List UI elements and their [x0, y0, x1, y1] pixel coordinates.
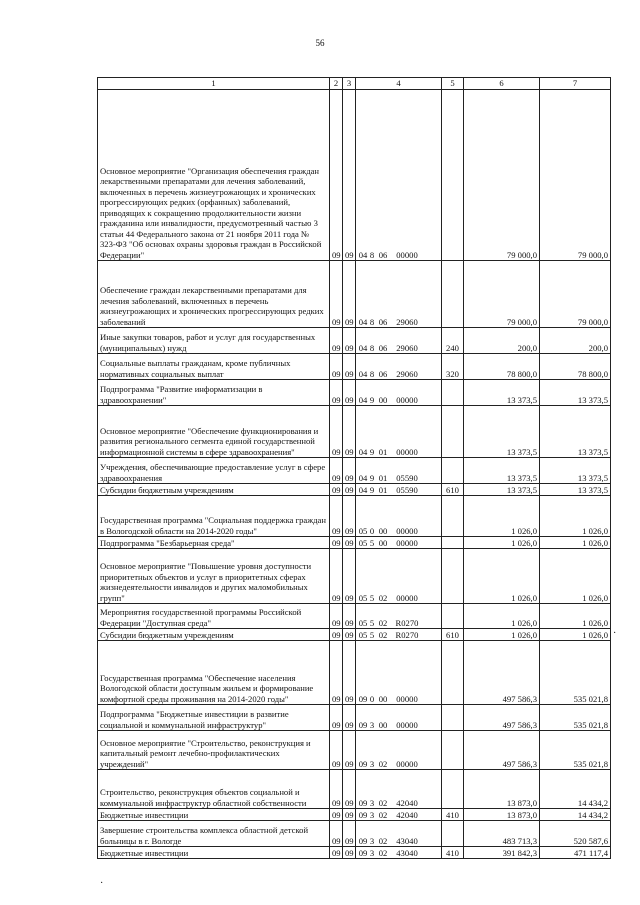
- target-code: [356, 458, 442, 484]
- amount-col6: 13 373,5: [464, 484, 540, 496]
- row-name: Завершение строительства комплекса областной детской больницы в г. Вологде: [98, 821, 330, 847]
- code-col2: 09: [330, 549, 343, 604]
- table-row: [98, 731, 611, 770]
- code-col2: 09: [330, 809, 343, 821]
- code-col3: 09: [343, 458, 356, 484]
- code-part: 02: [378, 629, 388, 640]
- code-part: 5: [369, 592, 375, 603]
- code-col2: 09: [330, 261, 343, 328]
- amount-col7: 535 021,8: [540, 705, 611, 731]
- amount-col6: 13 373,5: [464, 458, 540, 484]
- code-part: 9: [369, 484, 375, 495]
- table-row: [98, 770, 611, 809]
- code-part: 00000: [396, 446, 418, 457]
- code-part: 02: [378, 617, 388, 628]
- amount-col7: 14 434,2: [540, 770, 611, 809]
- code-part: 05: [358, 592, 368, 603]
- code-part: 02: [378, 758, 388, 769]
- code-part: 42040: [396, 797, 418, 808]
- code-part: 04: [358, 472, 368, 483]
- table-row: [98, 549, 611, 604]
- amount-col7: 1 026,0: [540, 629, 611, 641]
- code-part: 00000: [396, 249, 418, 260]
- target-code: [356, 90, 442, 261]
- code-part: 00000: [396, 719, 418, 730]
- code-col3: 09: [343, 537, 356, 549]
- row-name: Субсидии бюджетным учреждениям: [98, 484, 330, 496]
- code-part: 04: [358, 316, 368, 327]
- code-part: 04: [358, 368, 368, 379]
- code-part: 06: [378, 316, 388, 327]
- code-part: 09: [358, 847, 368, 858]
- code-part: 04: [358, 249, 368, 260]
- code-part: 00000: [396, 525, 418, 536]
- row-name: Субсидии бюджетным учреждениям: [98, 629, 330, 641]
- code-col2: 09: [330, 604, 343, 629]
- code-part: 29060: [396, 342, 418, 353]
- code-col3: 09: [343, 705, 356, 731]
- code-part: 29060: [396, 368, 418, 379]
- budget-table: [97, 77, 611, 859]
- code-col2: 09: [330, 641, 343, 705]
- expense-type: [442, 261, 464, 328]
- code-part: 9: [369, 446, 375, 457]
- code-part: 09: [358, 693, 368, 704]
- code-part: 00: [378, 719, 388, 730]
- code-part: 43040: [396, 835, 418, 846]
- row-name: Подпрограмма "Развитие информатизации в здравоохранении": [98, 380, 330, 406]
- amount-col7: 1 026,0: [540, 537, 611, 549]
- code-part: 02: [378, 847, 388, 858]
- code-part: 3: [369, 835, 375, 846]
- code-part: 05: [358, 537, 368, 548]
- code-col2: 09: [330, 537, 343, 549]
- target-code: [356, 604, 442, 629]
- expense-type: [442, 458, 464, 484]
- code-part: 04: [358, 484, 368, 495]
- code-col2: 09: [330, 770, 343, 809]
- amount-col6: 1 026,0: [464, 629, 540, 641]
- amount-col6: 13 873,0: [464, 770, 540, 809]
- amount-col6: 497 586,3: [464, 705, 540, 731]
- code-col3: 09: [343, 731, 356, 770]
- margin-mark: ·: [100, 878, 104, 889]
- code-part: 3: [369, 797, 375, 808]
- amount-col7: 79 000,0: [540, 90, 611, 261]
- amount-col6: 391 842,3: [464, 847, 540, 859]
- code-part: 0: [369, 525, 375, 536]
- code-part: 09: [358, 719, 368, 730]
- amount-col6: 13 373,5: [464, 406, 540, 458]
- code-part: 8: [369, 316, 375, 327]
- table-row: [98, 847, 611, 859]
- table-row: [98, 261, 611, 328]
- code-part: 00000: [396, 758, 418, 769]
- expense-type: 320: [442, 354, 464, 380]
- code-part: 01: [378, 472, 388, 483]
- table-row: [98, 629, 611, 641]
- code-part: 5: [369, 617, 375, 628]
- code-part: 9: [369, 472, 375, 483]
- expense-type: [442, 770, 464, 809]
- row-name: Основное мероприятие "Обеспечение функционирования и развития регионального сегмента единой государственной информационной системы в сфере здравоохранения": [98, 406, 330, 458]
- code-col3: 09: [343, 496, 356, 537]
- code-col3: 09: [343, 261, 356, 328]
- amount-col7: 13 373,5: [540, 458, 611, 484]
- code-part: 02: [378, 592, 388, 603]
- code-part: 01: [378, 446, 388, 457]
- target-code: [356, 641, 442, 705]
- code-col3: 09: [343, 821, 356, 847]
- amount-col7: 13 373,5: [540, 484, 611, 496]
- column-header: 1: [98, 78, 330, 90]
- target-code: [356, 731, 442, 770]
- amount-col6: 1 026,0: [464, 496, 540, 537]
- target-code: [356, 629, 442, 641]
- code-col3: 09: [343, 328, 356, 354]
- target-code: [356, 354, 442, 380]
- table-row: [98, 821, 611, 847]
- code-col2: 09: [330, 380, 343, 406]
- code-part: 00: [378, 537, 388, 548]
- expense-type: [442, 641, 464, 705]
- amount-col7: 1 026,0: [540, 604, 611, 629]
- target-code: [356, 496, 442, 537]
- code-col2: 09: [330, 328, 343, 354]
- code-part: 00000: [396, 537, 418, 548]
- target-code: [356, 380, 442, 406]
- code-col3: 09: [343, 809, 356, 821]
- code-part: 3: [369, 758, 375, 769]
- code-col3: 09: [343, 549, 356, 604]
- code-col2: 09: [330, 406, 343, 458]
- code-part: 0: [369, 693, 375, 704]
- table-row: [98, 537, 611, 549]
- page-number: 56: [315, 38, 325, 48]
- code-part: 05: [358, 617, 368, 628]
- code-col2: 09: [330, 731, 343, 770]
- column-header: 4: [356, 78, 442, 90]
- code-part: 06: [378, 249, 388, 260]
- code-col3: 09: [343, 847, 356, 859]
- expense-type: [442, 537, 464, 549]
- target-code: [356, 328, 442, 354]
- column-header: 2: [330, 78, 343, 90]
- table-row: [98, 354, 611, 380]
- code-col2: 09: [330, 458, 343, 484]
- amount-col7: 13 373,5: [540, 380, 611, 406]
- code-part: 8: [369, 249, 375, 260]
- code-col2: 09: [330, 821, 343, 847]
- code-col2: 09: [330, 90, 343, 261]
- expense-type: [442, 406, 464, 458]
- code-part: 29060: [396, 316, 418, 327]
- code-col3: 09: [343, 90, 356, 261]
- code-col3: 09: [343, 604, 356, 629]
- amount-col7: 535 021,8: [540, 731, 611, 770]
- column-header: 7: [540, 78, 611, 90]
- code-part: 3: [369, 719, 375, 730]
- amount-col6: 13 873,0: [464, 809, 540, 821]
- row-name: Иные закупки товаров, работ и услуг для государственных (муниципальных) нужд: [98, 328, 330, 354]
- code-col3: 09: [343, 380, 356, 406]
- table-row: [98, 380, 611, 406]
- code-part: 43040: [396, 847, 418, 858]
- column-header: 6: [464, 78, 540, 90]
- row-name: Государственная программа "Социальная поддержка граждан в Вологодской области на 2014-2020 годы": [98, 496, 330, 537]
- expense-type: 610: [442, 629, 464, 641]
- amount-col7: 200,0: [540, 328, 611, 354]
- margin-mark: ·: [613, 628, 617, 639]
- code-col2: 09: [330, 629, 343, 641]
- target-code: [356, 549, 442, 604]
- code-col2: 09: [330, 847, 343, 859]
- code-part: 04: [358, 394, 368, 405]
- code-part: 5: [369, 629, 375, 640]
- table-row: [98, 496, 611, 537]
- target-code: [356, 847, 442, 859]
- expense-type: [442, 604, 464, 629]
- target-code: [356, 705, 442, 731]
- table-row: [98, 641, 611, 705]
- amount-col7: 535 021,8: [540, 641, 611, 705]
- table-row: [98, 809, 611, 821]
- code-part: 01: [378, 484, 388, 495]
- table-row: [98, 705, 611, 731]
- code-part: 05590: [396, 472, 418, 483]
- expense-type: 610: [442, 484, 464, 496]
- code-part: 02: [378, 809, 388, 820]
- code-part: 00: [378, 394, 388, 405]
- row-name: Подпрограмма "Бюджетные инвестиции в развитие социальной и коммунальной инфраструктур": [98, 705, 330, 731]
- amount-col7: 14 434,2: [540, 809, 611, 821]
- table-row: [98, 406, 611, 458]
- expense-type: [442, 549, 464, 604]
- amount-col6: 13 373,5: [464, 380, 540, 406]
- code-part: 00000: [396, 592, 418, 603]
- amount-col6: 1 026,0: [464, 549, 540, 604]
- expense-type: [442, 496, 464, 537]
- amount-col6: 200,0: [464, 328, 540, 354]
- amount-col6: 1 026,0: [464, 537, 540, 549]
- code-part: 06: [378, 342, 388, 353]
- code-part: 00: [378, 525, 388, 536]
- expense-type: [442, 731, 464, 770]
- row-name: Подпрограмма "Безбарьерная среда": [98, 537, 330, 549]
- code-col2: 09: [330, 496, 343, 537]
- code-part: 09: [358, 835, 368, 846]
- amount-col7: 1 026,0: [540, 496, 611, 537]
- code-part: 09: [358, 809, 368, 820]
- code-part: R0270: [395, 617, 419, 628]
- table-header-row: [98, 78, 611, 90]
- code-col3: 09: [343, 484, 356, 496]
- code-part: 04: [358, 342, 368, 353]
- amount-col6: 1 026,0: [464, 604, 540, 629]
- code-part: 3: [369, 847, 375, 858]
- code-part: 02: [378, 797, 388, 808]
- code-part: 05590: [396, 484, 418, 495]
- amount-col6: 78 800,0: [464, 354, 540, 380]
- code-part: R0270: [395, 629, 419, 640]
- amount-col7: 520 587,6: [540, 821, 611, 847]
- expense-type: [442, 90, 464, 261]
- expense-type: [442, 705, 464, 731]
- code-col2: 09: [330, 705, 343, 731]
- target-code: [356, 261, 442, 328]
- column-header: 5: [442, 78, 464, 90]
- amount-col6: 497 586,3: [464, 641, 540, 705]
- row-name: Строительство, реконструкция объектов социальной и коммунальной инфраструктур областной собственности: [98, 770, 330, 809]
- amount-col6: 483 713,3: [464, 821, 540, 847]
- amount-col7: 79 000,0: [540, 261, 611, 328]
- code-part: 5: [369, 537, 375, 548]
- column-header: 3: [343, 78, 356, 90]
- code-part: 00000: [396, 693, 418, 704]
- code-part: 09: [358, 758, 368, 769]
- code-part: 09: [358, 797, 368, 808]
- amount-col7: 471 117,4: [540, 847, 611, 859]
- table-row: [98, 328, 611, 354]
- code-col3: 09: [343, 770, 356, 809]
- expense-type: [442, 380, 464, 406]
- expense-type: 240: [442, 328, 464, 354]
- code-col2: 09: [330, 354, 343, 380]
- target-code: [356, 406, 442, 458]
- code-col3: 09: [343, 629, 356, 641]
- code-part: 42040: [396, 809, 418, 820]
- code-part: 02: [378, 835, 388, 846]
- amount-col6: 79 000,0: [464, 261, 540, 328]
- row-name: Социальные выплаты гражданам, кроме публичных нормативных социальных выплат: [98, 354, 330, 380]
- expense-type: 410: [442, 809, 464, 821]
- target-code: [356, 537, 442, 549]
- row-name: Бюджетные инвестиции: [98, 847, 330, 859]
- row-name: Обеспечение граждан лекарственными препаратами для лечения заболеваний, включенных в перечень жизнеугрожающих и хронических прогрессирующих редких заболеваний: [98, 261, 330, 328]
- code-part: 05: [358, 629, 368, 640]
- row-name: Основное мероприятие "Организация обеспечения граждан лекарственными препаратами для лечения заболеваний, включенных в перечень жизнеугрожающих и хронических прогрессирующих редких (орфанных) заболеваний, приводящих к сокращению продолжительности жизни гражданина или инвалидности, предусмотренный частью 3 статьи 44 Федерального закона от 21 ноября 2011 года № 323-ФЗ "Об основах охраны здоровья граждан в Российской Федерации": [98, 90, 330, 261]
- expense-type: 410: [442, 847, 464, 859]
- code-col3: 09: [343, 406, 356, 458]
- code-col2: 09: [330, 484, 343, 496]
- table-row: [98, 604, 611, 629]
- amount-col7: 13 373,5: [540, 406, 611, 458]
- target-code: [356, 809, 442, 821]
- amount-col7: 78 800,0: [540, 354, 611, 380]
- expense-type: [442, 821, 464, 847]
- table-row: [98, 484, 611, 496]
- row-name: Основное мероприятие "Повышение уровня доступности приоритетных объектов и услуг в приоритетных сферах жизнедеятельности инвалидов и других маломобильных групп": [98, 549, 330, 604]
- code-part: 8: [369, 368, 375, 379]
- table-row: [98, 90, 611, 261]
- table-row: [98, 458, 611, 484]
- row-name: Мероприятия государственной программы Российской Федерации "Доступная среда": [98, 604, 330, 629]
- code-part: 3: [369, 809, 375, 820]
- code-part: 00: [378, 693, 388, 704]
- amount-col6: 79 000,0: [464, 90, 540, 261]
- row-name: Бюджетные инвестиции: [98, 809, 330, 821]
- row-name: Государственная программа "Обеспечение населения Вологодской области доступным жильем и формирование комфортной среды проживания на 2014-2020 годы": [98, 641, 330, 705]
- target-code: [356, 770, 442, 809]
- code-part: 8: [369, 342, 375, 353]
- amount-col7: 1 026,0: [540, 549, 611, 604]
- row-name: Учреждения, обеспечивающие предоставление услуг в сфере здравоохранения: [98, 458, 330, 484]
- code-col3: 09: [343, 641, 356, 705]
- row-name: Основное мероприятие "Строительство, реконструкция и капитальный ремонт лечебно-профилактических учреждений": [98, 731, 330, 770]
- code-part: 00000: [396, 394, 418, 405]
- target-code: [356, 821, 442, 847]
- code-part: 05: [358, 525, 368, 536]
- code-part: 04: [358, 446, 368, 457]
- target-code: [356, 484, 442, 496]
- code-part: 9: [369, 394, 375, 405]
- amount-col6: 497 586,3: [464, 731, 540, 770]
- code-part: 06: [378, 368, 388, 379]
- code-col3: 09: [343, 354, 356, 380]
